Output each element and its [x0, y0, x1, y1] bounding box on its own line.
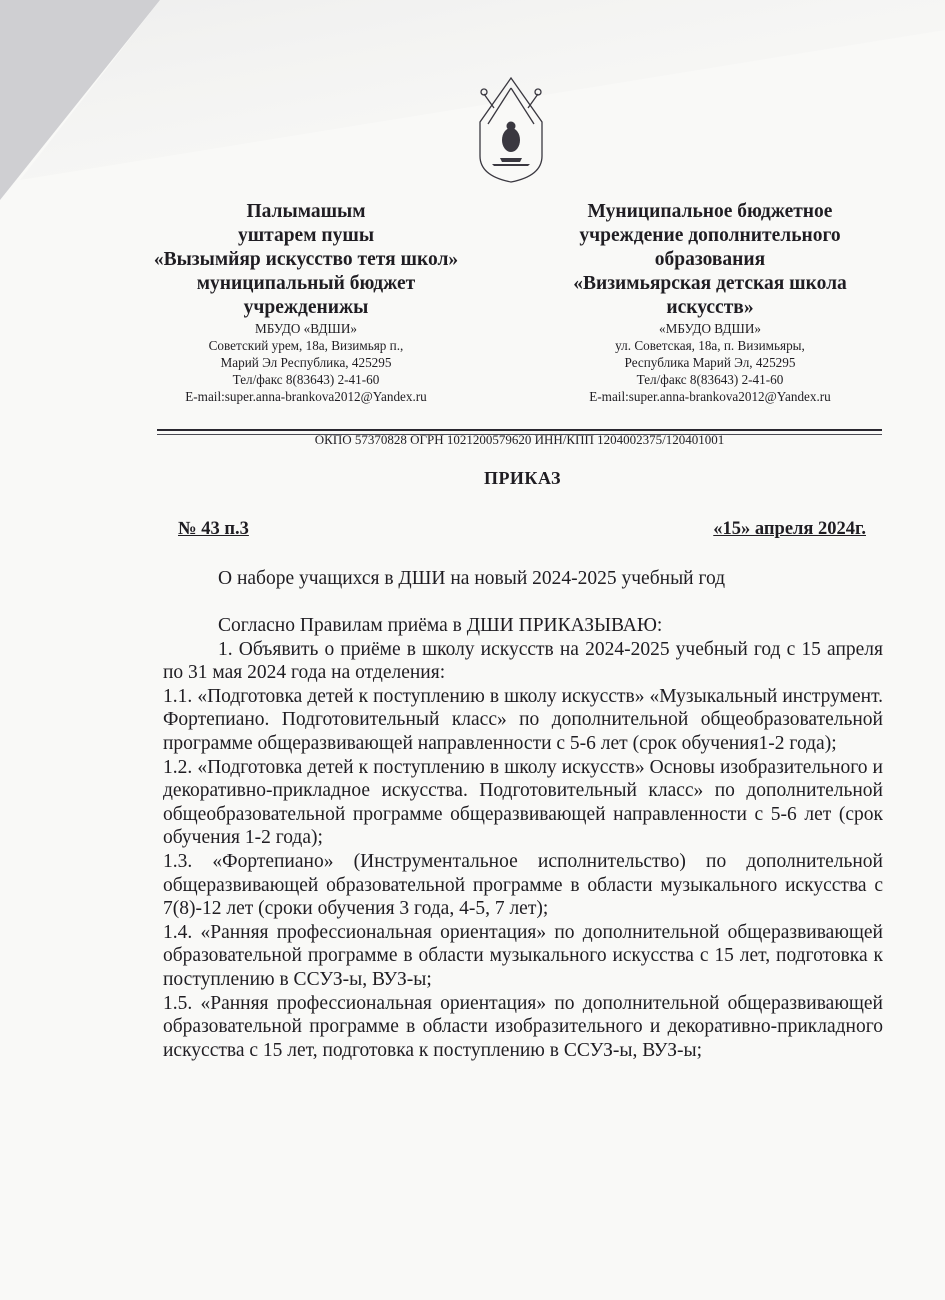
header-right-address2: Республика Марий Эл, 425295	[624, 355, 796, 370]
order-date: «15» апреля 2024г.	[713, 519, 866, 539]
document-title: ПРИКАЗ	[483, 468, 562, 488]
header-right-line: искусств»	[666, 297, 754, 318]
header-right-phone: Тел/факс 8(83643) 2-41-60	[636, 372, 784, 387]
header-right-column	[540, 200, 880, 405]
header-right-line: Муниципальное бюджетное	[587, 201, 833, 222]
header-left-email: E-mail:super.anna-brankova2012@Yandex.ru	[185, 389, 427, 404]
header-left-line: муниципальный бюджет	[196, 273, 416, 294]
header-right-abbr: «МБУДО ВДШИ»	[659, 321, 761, 336]
header-right-address1: ул. Советская, 18а, п. Визимьяры,	[615, 338, 805, 353]
order-item: 1.3. «Фортепиано» (Инструментальное исполнительство) по дополнительной общеразвивающей образовательной программе в области музыкального искусства с 7(8)-12 лет (сроки обучения 3 года, 4-5, 7 лет);	[163, 850, 883, 920]
header-left-line: учрежденижы	[243, 297, 369, 318]
header-right-line: образования	[654, 249, 766, 270]
header-left-address2: Марий Эл Республика, 425295	[220, 355, 392, 370]
order-number: № 43 п.3	[178, 519, 249, 539]
order-subject: О наборе учащихся в ДШИ на новый 2024-2025 учебный год	[218, 568, 726, 589]
order-body	[163, 614, 883, 1062]
header-right-line: «Визимьярская детская школа	[573, 273, 847, 294]
order-item: 1.5. «Ранняя профессиональная ориентация» по дополнительной общеразвивающей образовательной программе в области изобразительного и декоративно-прикладного искусства с 15 лет, подготовка к поступлению в ССУЗ-ы, ВУЗ-ы;	[163, 992, 883, 1061]
header-right-line: учреждение дополнительного	[579, 225, 841, 246]
order-item: 1.1. «Подготовка детей к поступлению в школу искусств» «Музыкальный инструмент. Фортепиано. Подготовительный класс» по дополнительной общеобразовательной программе общеразвивающей направленности с 5-6 лет (срок обучения1-2 года);	[163, 685, 883, 754]
header-left-column	[150, 200, 462, 405]
header-left-phone: Тел/факс 8(83643) 2-41-60	[232, 372, 380, 387]
header-left-line: уштарем пушы	[237, 225, 375, 246]
header-left-line: Палымашым	[246, 201, 366, 222]
order-item: 1. Объявить о приёме в школу искусств на 2024-2025 учебный год с 15 апреля по 31 мая 2024 года на отделения:	[163, 638, 883, 684]
header-right-email: E-mail:super.anna-brankova2012@Yandex.ru	[589, 389, 831, 404]
order-item: 1.4. «Ранняя профессиональная ориентация» по дополнительной общеразвивающей образовательной программе в области музыкального искусства с 15 лет, подготовка к поступлению в ССУЗ-ы, ВУЗ-ы;	[163, 921, 883, 990]
order-intro: Согласно Правилам приёма в ДШИ ПРИКАЗЫВАЮ:	[218, 615, 663, 636]
header-left-address1: Советский урем, 18а, Визимьяр п.,	[208, 338, 404, 353]
okpo-line: ОКПО 57370828 ОГРН 1021200579620 ИНН/КПП 1204002375/120401001	[314, 432, 725, 447]
coat-of-arms-emblem	[470, 74, 552, 184]
header-left-line: «Вызымйяр искусство тетя школ»	[153, 249, 459, 270]
order-item: 1.2. «Подготовка детей к поступлению в школу искусств» Основы изобразительного и декоративно-прикладное искусства. Подготовительный класс» по дополнительной общеобразовательной программе общеразвивающей направленности с 5-6 лет (срок обучения 1-2 года);	[163, 756, 883, 849]
header-left-abbr: МБУДО «ВДШИ»	[255, 321, 357, 336]
